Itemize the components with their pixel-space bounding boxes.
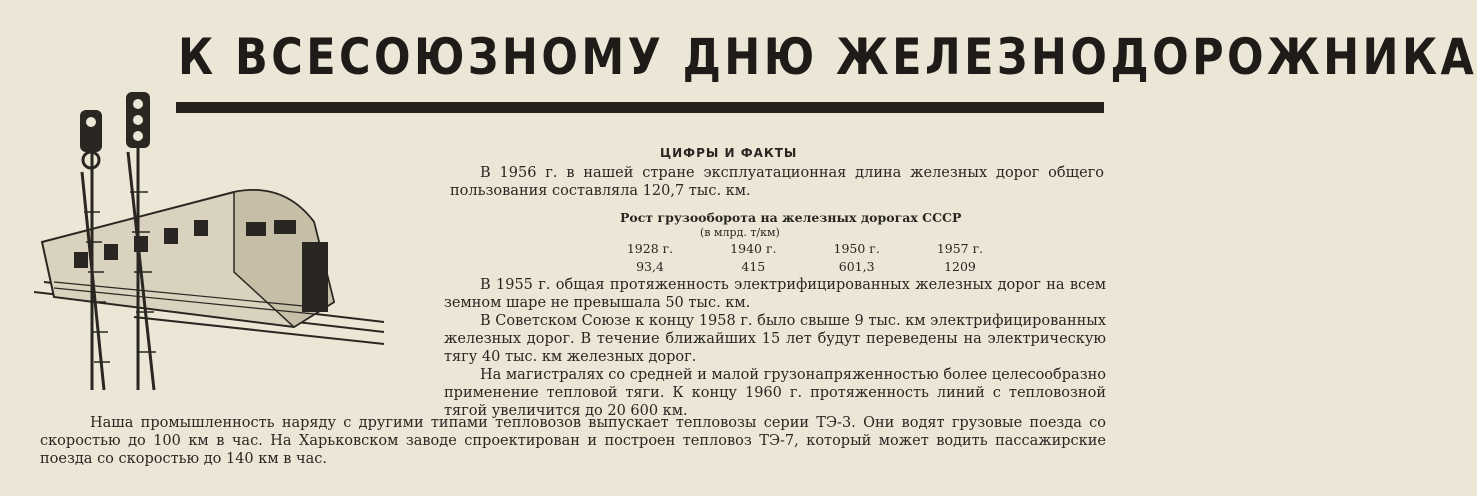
table-cell: 415 (741, 259, 766, 274)
table-cell: 1928 г. (626, 241, 674, 256)
facts-heading: ЦИФРЫ И ФАКТЫ (660, 146, 798, 160)
table-row-values (600, 258, 1010, 276)
table-cell: 93,4 (636, 259, 664, 274)
locomotive-with-signals-icon (34, 92, 394, 392)
paragraph-locomotives: Наша промышленность наряду с другими типами тепловозов выпускает тепловозы серии ТЭ-3. Они водят грузовые поезда со скоростью до 100 км в час. На Харьковском заводе спроектирован и построен тепловоз ТЭ-7, который может водить пассажирские поезда со скоростью до 140 км в час. (40, 415, 1106, 467)
table-unit: (в млрд. т/км) (700, 226, 780, 239)
paragraph-diesel: На магистралях со средней и малой грузонапряженностью более целесообразно применение тепловой тяги. К концу 1960 г. протяженность линий с тепловозной тягой увеличится до 20 600 км. (444, 367, 1106, 419)
paragraph-length: В 1956 г. в нашей стране эксплуатационная длина железных дорог общего пользования составляла 120,7 тыс. км. (450, 165, 1104, 199)
paragraph-world: В 1955 г. общая протяженность электрифицированных железных дорог на всем земном шаре не превышала 50 тыс. км. (444, 277, 1106, 311)
paragraph-ussr: В Советском Союзе к концу 1958 г. было свыше 9 тыс. км электрифицированных железных дорог. В течение ближайших 15 лет будут переведены на электрическую тягу 40 тыс. км железных дорог. (444, 313, 1106, 365)
table-cell: 601,3 (838, 259, 875, 274)
freight-table (600, 240, 1010, 276)
table-cell: 1940 г. (730, 241, 777, 256)
table-cell: 1957 г. (936, 241, 984, 256)
table-cell: 1209 (944, 259, 976, 274)
table-row-years (600, 240, 1010, 258)
table-caption: Рост грузооборота на железных дорогах СССР (620, 210, 962, 225)
table-cell: 1950 г. (833, 241, 880, 256)
page-title: К ВСЕСОЮЗНОМУ ДНЮ ЖЕЛЕЗНОДОРОЖНИКА (178, 28, 1477, 86)
